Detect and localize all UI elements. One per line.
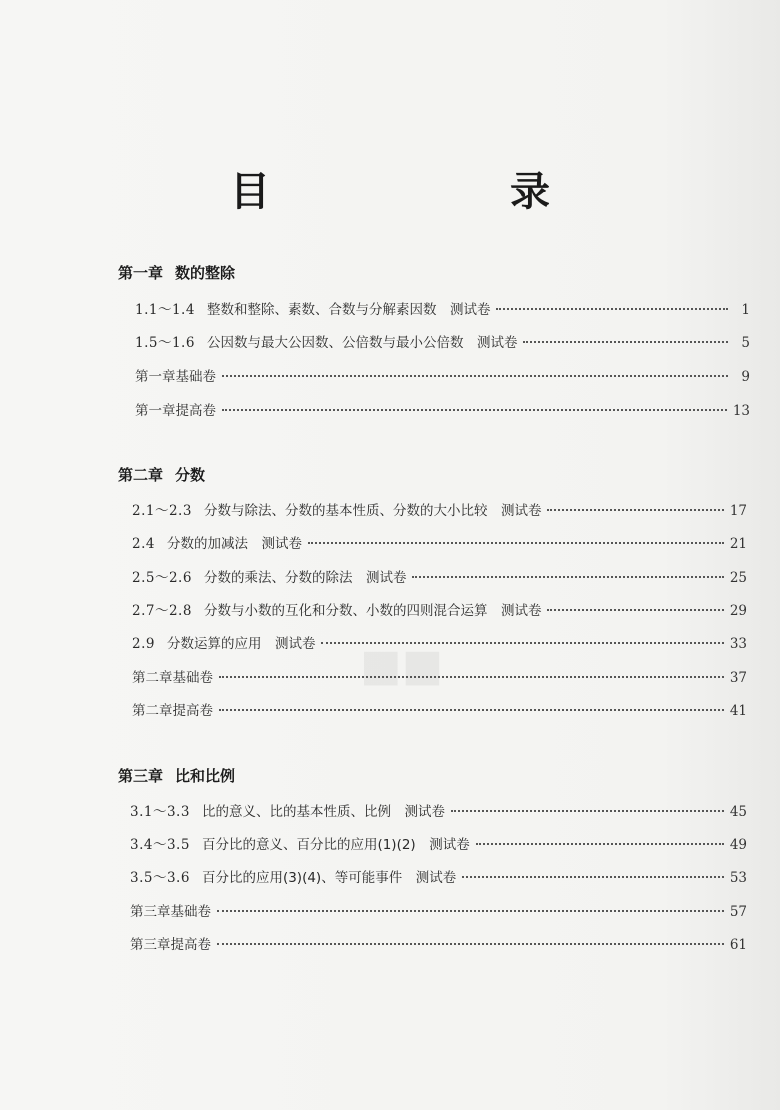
entry-text: 第一章提高卷: [135, 403, 216, 419]
chapter-number: 第二章: [118, 466, 164, 484]
entry-text: 整数和整除、素数、合数与分解素因数 测试卷: [206, 302, 491, 318]
leader-dots: [462, 876, 724, 878]
page-number: 53: [729, 870, 747, 886]
entry-text: 百分比的意义、百分比的应用(1)(2) 测试卷: [201, 837, 470, 853]
leader-dots: [217, 943, 724, 945]
leader-dots: [496, 308, 728, 310]
entry-text: 分数的乘法、分数的除法 测试卷: [203, 570, 407, 586]
entry-text: 分数与小数的互化和分数、小数的四则混合运算 测试卷: [203, 603, 542, 619]
leader-dots: [217, 910, 724, 912]
toc-entry[interactable]: [135, 399, 750, 419]
chapter-number: 第一章: [118, 264, 164, 282]
chapter-name: 比和比例: [175, 767, 236, 785]
toc-entry[interactable]: [132, 666, 747, 686]
toc-entry[interactable]: [130, 900, 747, 920]
section-number: 2.4: [132, 536, 155, 552]
page-number: 37: [729, 670, 747, 686]
page-number: 1: [741, 302, 750, 318]
entry-text: 第三章基础卷: [130, 904, 211, 920]
toc-entry[interactable]: [132, 599, 747, 619]
toc-entry[interactable]: [130, 866, 747, 886]
chapter-name: 分数: [175, 466, 206, 484]
toc-entry[interactable]: [130, 800, 747, 820]
entry-text: 第二章提高卷: [132, 703, 213, 719]
section-number: 2.5～2.6: [132, 570, 192, 586]
leader-dots: [321, 642, 723, 644]
leader-dots: [219, 676, 724, 678]
leader-dots: [412, 576, 723, 578]
page-number: 5: [741, 335, 750, 351]
leader-dots: [451, 810, 724, 812]
entry-text: 第二章基础卷: [132, 670, 213, 686]
leader-dots: [222, 375, 728, 377]
section-number: 3.1～3.3: [130, 804, 190, 820]
section-number: 2.7～2.8: [132, 603, 192, 619]
toc-entry[interactable]: [132, 699, 747, 719]
toc-entry[interactable]: [130, 933, 747, 953]
toc-entry[interactable]: [135, 298, 750, 318]
leader-dots: [547, 609, 723, 611]
section-number: 2.9: [132, 636, 155, 652]
entry-text: 比的意义、比的基本性质、比例 测试卷: [201, 804, 445, 820]
entry-text: 分数与除法、分数的基本性质、分数的大小比较 测试卷: [203, 503, 542, 519]
leader-dots: [547, 509, 723, 511]
section-number: 1.5～1.6: [135, 335, 195, 351]
entry-text: 分数的加减法 测试卷: [166, 536, 302, 552]
bleed-through-mark: ■■: [360, 640, 444, 691]
toc-entry[interactable]: [132, 632, 747, 652]
chapter-title: [118, 464, 205, 485]
section-number: 3.5～3.6: [130, 870, 190, 886]
section-number: 1.1～1.4: [135, 302, 195, 318]
entry-text: 公因数与最大公因数、公倍数与最小公倍数 测试卷: [206, 335, 518, 351]
section-number: 2.1～2.3: [132, 503, 192, 519]
toc-entry[interactable]: [135, 365, 750, 385]
page-number: 45: [729, 804, 747, 820]
toc-entry[interactable]: [132, 532, 747, 552]
entry-text: 百分比的应用(3)(4)、等可能事件 测试卷: [201, 870, 457, 886]
page-number: 41: [729, 703, 747, 719]
section-number: 3.4～3.5: [130, 837, 190, 853]
page-number: 17: [729, 503, 747, 519]
entry-text: 分数运算的应用 测试卷: [166, 636, 316, 652]
toc-entry[interactable]: [130, 833, 747, 853]
chapter-number: 第三章: [118, 767, 164, 785]
leader-dots: [219, 709, 724, 711]
page-number: 21: [729, 536, 747, 552]
leader-dots: [523, 341, 728, 343]
page-number: 13: [732, 403, 750, 419]
chapter-name: 数的整除: [175, 264, 236, 282]
page-title: 目 录: [230, 169, 650, 215]
toc-entry[interactable]: [132, 499, 747, 519]
page-number: 49: [729, 837, 747, 853]
page-number: 25: [729, 570, 747, 586]
page-number: 29: [729, 603, 747, 619]
page-number: 61: [729, 937, 747, 953]
leader-dots: [308, 542, 724, 544]
entry-text: 第三章提高卷: [130, 937, 211, 953]
entry-text: 第一章基础卷: [135, 369, 216, 385]
page-number: 33: [729, 636, 747, 652]
page-number: 9: [741, 369, 750, 385]
chapter-title: [118, 262, 235, 283]
leader-dots: [476, 843, 724, 845]
toc-entry[interactable]: [135, 331, 750, 351]
leader-dots: [222, 409, 727, 411]
page-number: 57: [729, 904, 747, 920]
chapter-title: [118, 765, 235, 786]
toc-entry[interactable]: [132, 566, 747, 586]
